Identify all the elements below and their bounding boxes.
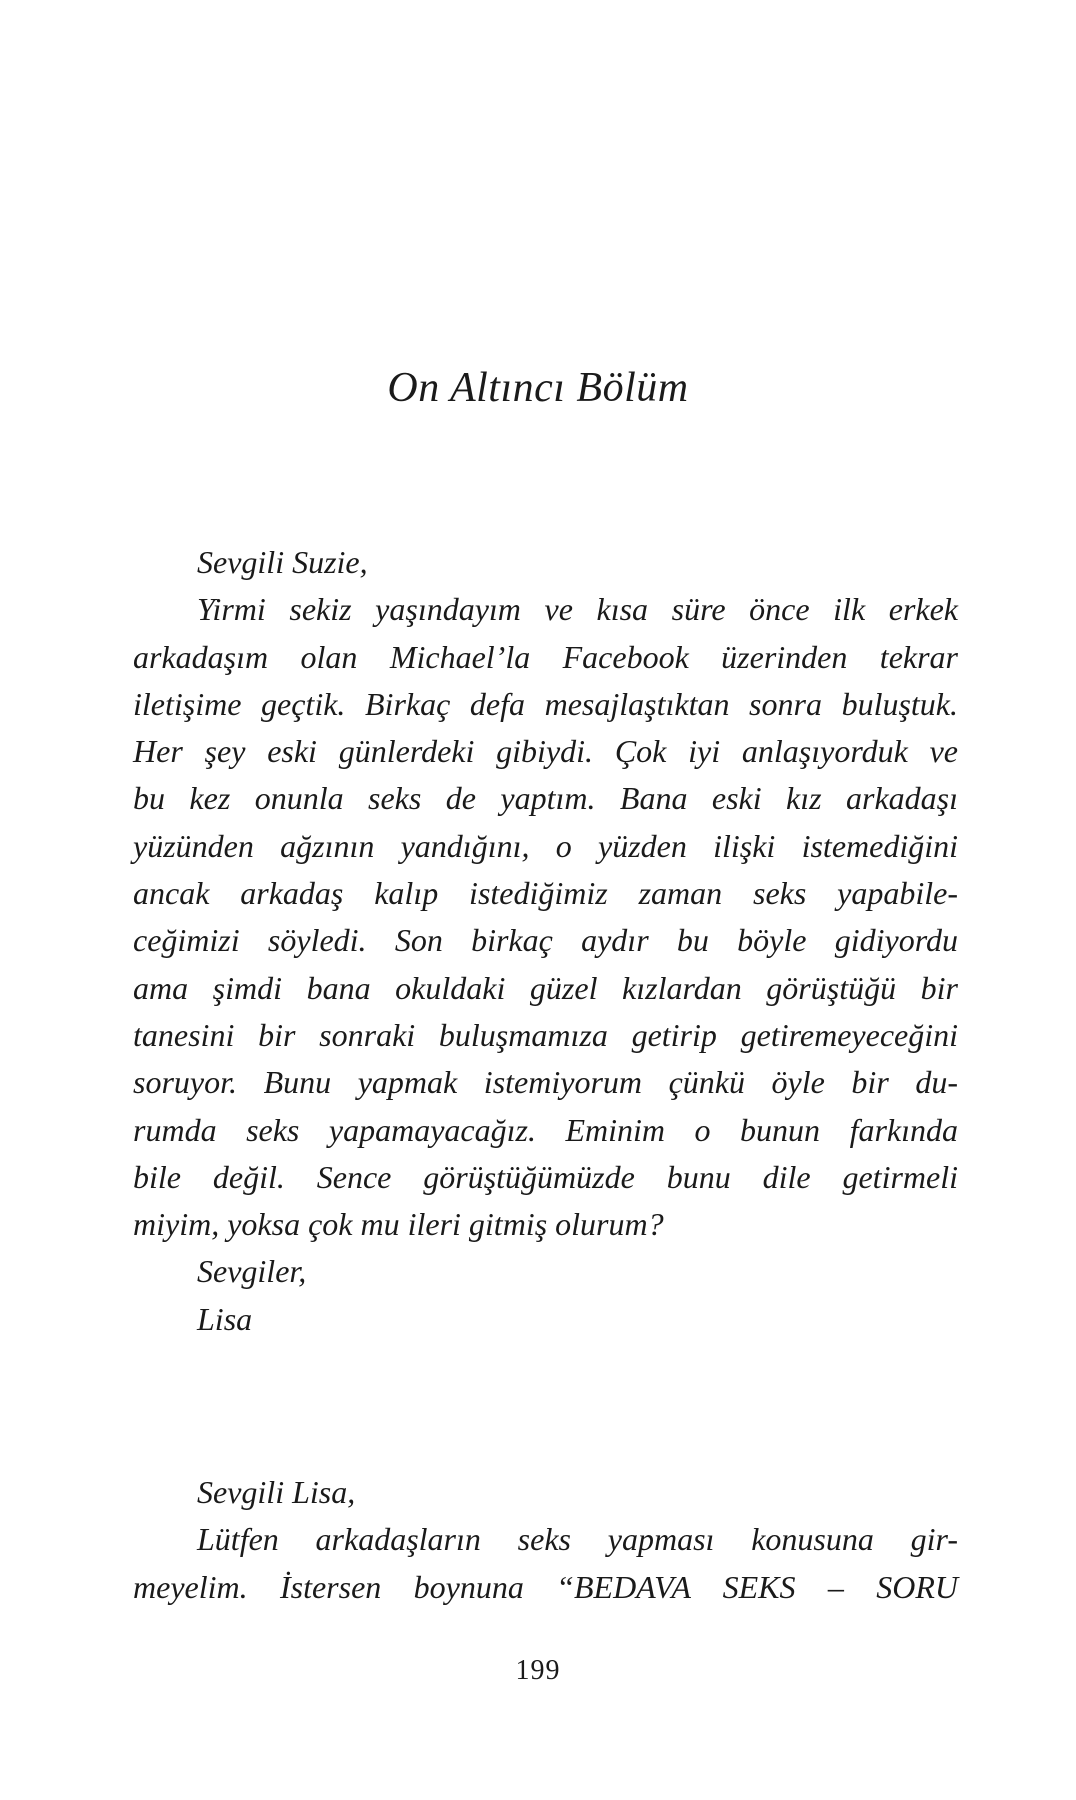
letter-body-line: miyim, yoksa çok mu ileri gitmiş olurum? [133,1206,664,1243]
letter-body-line: yüzünden ağzının yandığını, o yüzden ilişki istemediğini [133,827,958,864]
letter-from-lisa [133,539,958,1343]
letter-salutation: Sevgili Suzie, [197,544,368,580]
letter-body-line: soruyor. Bunu yapmak istemiyorum çünkü öyle bir du- [133,1064,958,1101]
reply-body-line: Lütfen arkadaşların seks yapması konusuna gir- [197,1521,958,1558]
letter-body-line: iletişime geçtik. Birkaç defa mesajlaştıktan sonra buluştuk. [133,685,958,722]
letter-body-line: Yirmi sekiz yaşındayım ve kısa süre önce ilk erkek [197,591,958,628]
reply-salutation: Sevgili Lisa, [197,1474,356,1510]
letter-body-line: Her şey eski günlerdeki gibiydi. Çok iyi anlaşıyorduk ve [133,733,958,770]
letter-body-line: ama şimdi bana okuldaki güzel kızlardan görüştüğü bir [133,969,958,1006]
reply-to-lisa [133,1469,958,1611]
letter-closing: Sevgiler, [197,1253,307,1290]
page-number: 199 [515,1655,561,1686]
chapter-title: On Altıncı Bölüm [387,365,689,411]
letter-body-line: ancak arkadaş kalıp istediğimiz zaman seks yapabile- [133,875,958,912]
letter-body-line: bu kez onunla seks de yaptım. Bana eski kız arkadaşı [133,780,958,817]
letter-signature: Lisa [197,1300,253,1337]
letter-body-line: tanesini bir sonraki buluşmamıza getirip getiremeyeceğini [133,1016,958,1053]
letter-body-line: rumda seks yapamayacağız. Eminim o bunun farkında [133,1111,958,1148]
letter-body-line: ceğimizi söyledi. Son birkaç aydır bu böyle gidiyordu [133,922,958,959]
letter-body-line: bile değil. Sence görüştüğümüzde bunu dile getirmeli [133,1158,958,1195]
letter-body-line: arkadaşım olan Michael’la Facebook üzerinden tekrar [133,638,958,675]
reply-body-line: meyelim. İstersen boynuna “BEDAVA SEKS – SORU [133,1568,958,1605]
